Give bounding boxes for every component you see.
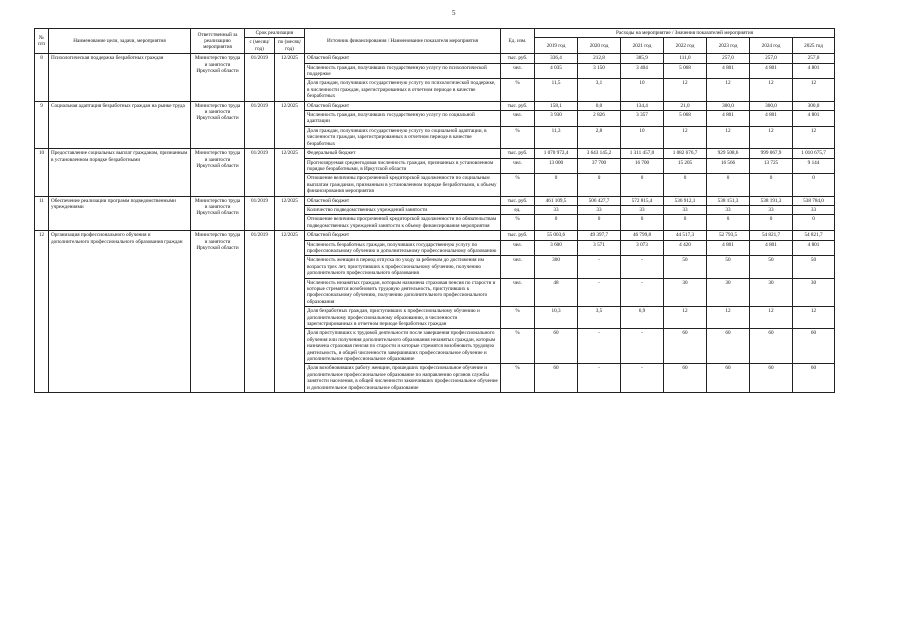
header-year: 2019 год [535,38,578,54]
year-value: 2,8 [578,126,621,148]
year-value: 10,3 [535,307,578,329]
indicator-unit: тыс. руб. [501,149,535,158]
year-value: 12 [707,126,750,148]
year-value: 0 [535,215,578,231]
header-name: Наименование цели, задачи, мероприятия [49,29,191,54]
indicator-text: Отношение величины просроченной кредиторской задолженности по социальным выплатам гражданам, признанным в установленном порядке безработными, к объему финансирования мероприятия [305,174,501,196]
year-value: 12 [793,126,835,148]
indicator-text: Численность женщин в период отпуска по уходу за ребенком до достижения им возраста трех лет, приступивших к профессиональному обучению, получению дополнительного профессионального образования [305,256,501,278]
year-value: 257,0 [793,54,835,63]
year-value: 9 144 [793,158,835,174]
indicator-unit: чел. [501,158,535,174]
indicator-text: Областной бюджет [305,101,501,110]
indicator-text: Доля граждан, получивших государственную услугу по социальной адаптации, в численности граждан, зарегистрированных в отчетном периоде в качестве безработных [305,126,501,148]
year-value: 0 [621,174,664,196]
year-value: 3 357 [621,111,664,127]
indicator-unit: чел. [501,111,535,127]
indicator-text: Прогнозируемая среднегодовая численность граждан, признанных в установленном порядке безработными, в Иркутской области [305,158,501,174]
indicator-text: Количество подведомственных учреждений занятости [305,205,501,214]
year-value: 33 [793,205,835,214]
year-value: 10 [621,126,664,148]
year-value: 10 [621,79,664,101]
year-value: 12 [750,126,793,148]
indicator-unit: % [501,79,535,101]
header-period: Срок реализации [245,29,305,38]
row-executor: Министерство труда и занятости Иркутской области [191,101,245,148]
year-value: 3 571 [578,240,621,256]
year-value: 30 [707,278,750,307]
year-value: 538 784,0 [793,196,835,205]
year-value: 0 [750,174,793,196]
indicator-unit: ед. [501,205,535,214]
year-value: 3,5 [578,307,621,329]
year-value: - [621,364,664,393]
year-value: 0 [750,215,793,231]
header-unit: Ед. изм. [501,29,535,54]
header-to: по (месяц/ год) [275,38,305,54]
year-value: 12 [664,126,707,148]
year-value: 300,0 [793,101,835,110]
year-value: 30 [664,278,707,307]
year-value: 49 397,7 [578,231,621,240]
row-to: 12/2025 [275,196,305,231]
year-value: 536 912,1 [664,196,707,205]
row-to: 12/2025 [275,101,305,148]
year-value: 33 [707,205,750,214]
year-value: 12 [664,307,707,329]
year-value: 3 643 145,2 [578,149,621,158]
indicator-text: Областной бюджет [305,231,501,240]
year-value: 6,9 [621,307,664,329]
year-value: 60 [535,364,578,393]
header-year: 2023 год [707,38,750,54]
year-value: 60 [793,364,835,393]
page-number: 5 [452,9,456,17]
row-from: 01/2019 [245,54,275,101]
year-value: 12 [707,79,750,101]
year-value: - [621,256,664,278]
indicator-unit: % [501,364,535,393]
year-value: 13 725 [750,158,793,174]
year-value: 16 566 [707,158,750,174]
year-value: 55 003,6 [535,231,578,240]
year-value: 538 151,3 [707,196,750,205]
indicator-unit: % [501,174,535,196]
year-value: 4 801 [707,111,750,127]
indicator-unit: чел. [501,63,535,79]
year-value: 300,0 [707,101,750,110]
indicator-text: Доля приступивших к трудовой деятельности после завершения профессионального обучения или получения дополнительного образования незанятых граждан, которым назначена страховая пенсия по старости и которые стремятся возобновить трудовую деятельность, в общей численности завершивших профессиональное обучение и дополнительное профессиональное образование [305,329,501,364]
year-value: 12 [793,307,835,329]
row-to: 12/2025 [275,231,305,393]
year-value: 54 821,7 [793,231,835,240]
row-num: 10 [35,149,49,196]
year-value: - [578,278,621,307]
year-value: 33 [750,205,793,214]
year-value: 4 035 [535,63,578,79]
row-name: Организация профессионального обучения и дополнительного профессионального образования граждан [49,231,191,393]
header-executor: Ответственный за реализацию мероприятия [191,29,245,54]
year-value: 1 082 676,7 [664,149,707,158]
indicator-text: Федеральный бюджет [305,149,501,158]
indicator-unit: тыс. руб. [501,101,535,110]
year-value: 33 [578,205,621,214]
year-value: 5 068 [664,63,707,79]
row-from: 01/2019 [245,101,275,148]
year-value: 336,4 [535,54,578,63]
indicator-unit: % [501,126,535,148]
indicator-unit: % [501,215,535,231]
year-value: 300,0 [750,101,793,110]
year-value: 3 600 [535,240,578,256]
year-value: 50 [664,256,707,278]
year-value: 37 700 [578,158,621,174]
table-body [35,54,835,393]
indicator-text: Численность граждан, получивших государственную услугу по социальной адаптации [305,111,501,127]
year-value: 212,8 [578,54,621,63]
year-value: 0 [535,174,578,196]
row-from: 01/2019 [245,149,275,196]
year-value: 1 311 457,0 [621,149,664,158]
year-value: 60 [664,364,707,393]
year-value: 158,1 [535,101,578,110]
program-table-sheet [34,28,834,393]
year-value: 12 [793,79,835,101]
year-value: 46 799,8 [621,231,664,240]
year-value: 50 [750,256,793,278]
indicator-text: Численность незанятых граждан, которым назначена страховая пенсия по старости и которые стремятся возобновить трудовую деятельность, приступивших к профессиональному обучению, получению дополнительного профессионального образования [305,278,501,307]
year-value: 3 150 [578,63,621,79]
year-value: 12 [750,79,793,101]
year-value: 60 [664,329,707,364]
indicator-unit: % [501,329,535,364]
year-value: 4 801 [707,63,750,79]
table-row [35,101,835,110]
row-executor: Министерство труда и занятости Иркутской области [191,54,245,101]
year-value: 33 [664,205,707,214]
year-value: 4 801 [793,111,835,127]
year-value: 60 [793,329,835,364]
year-value: 3 073 [621,240,664,256]
year-value: 60 [750,329,793,364]
header-year: 2025 год [793,38,835,54]
indicator-text: Доля безработных граждан, приступивших к профессиональному обучению и дополнительному профессиональному образованию, в численности зарегистрированных в отчетном периоде безработных граждан [305,307,501,329]
year-value: 4 801 [750,240,793,256]
year-value: 257,0 [750,54,793,63]
year-value: 50 [793,256,835,278]
indicator-text: Численность безработных граждан, получивших государственную услугу по профессиональному обучению и дополнительному профессиональному образованию [305,240,501,256]
year-value: 257,0 [707,54,750,63]
year-value: 60 [750,364,793,393]
year-value: 0 [707,215,750,231]
year-value: 300 [535,256,578,278]
header-num: № п/п [35,29,49,54]
year-value: 4 801 [707,240,750,256]
year-value: 4 420 [664,240,707,256]
header-values-group: Расходы на мероприятие / Значения показателей мероприятия [535,29,835,38]
indicator-text: Областной бюджет [305,54,501,63]
year-value: 385,9 [621,54,664,63]
year-value: 2 826 [578,111,621,127]
indicator-unit: тыс. руб. [501,231,535,240]
indicator-text: Областной бюджет [305,196,501,205]
table-header [35,29,835,54]
program-table [34,28,835,393]
year-value: 50 [707,256,750,278]
row-num: 9 [35,101,49,148]
year-value: 111,0 [664,54,707,63]
year-value: 461 109,5 [535,196,578,205]
year-value: 0 [578,174,621,196]
year-value: 48 [535,278,578,307]
header-year: 2022 год [664,38,707,54]
year-value: 12 [707,307,750,329]
table-row [35,149,835,158]
year-value: 999 067,9 [750,149,793,158]
year-value: 1 070 972,4 [535,149,578,158]
year-value: 4 801 [750,63,793,79]
header-year: 2021 год [621,38,664,54]
year-value: 0 [578,215,621,231]
year-value: - [578,256,621,278]
header-year: 2024 год [750,38,793,54]
header-source: Источник финансирования / Наименование показателя мероприятия [305,29,501,54]
row-name: Предоставление социальных выплат гражданам, признанным в установленном порядке безработными [49,149,191,196]
year-value: - [621,278,664,307]
year-value: 0 [793,174,835,196]
indicator-unit: чел. [501,240,535,256]
row-from: 01/2019 [245,231,275,393]
row-name: Обеспечение реализации программ подведомственными учреждениями [49,196,191,231]
year-value: 3,1 [578,79,621,101]
year-value: 11,5 [535,79,578,101]
year-value: 33 [535,205,578,214]
indicator-unit: тыс. руб. [501,54,535,63]
year-value: 0 [664,215,707,231]
table-row [35,54,835,63]
year-value: 16 700 [621,158,664,174]
year-value: 12 [664,79,707,101]
header-from: с (месяц/ год) [245,38,275,54]
row-to: 12/2025 [275,54,305,101]
row-to: 12/2025 [275,149,305,196]
year-value: 0 [707,174,750,196]
year-value: 44 517,3 [664,231,707,240]
year-value: - [578,329,621,364]
year-value: 11,3 [535,126,578,148]
year-value: 60 [707,329,750,364]
indicator-unit: тыс. руб. [501,196,535,205]
year-value: 15 205 [664,158,707,174]
year-value: 0,0 [578,101,621,110]
year-value: 134,4 [621,101,664,110]
indicator-text: Доля граждан, получивших государственную услугу по психологической поддержке, в численности граждан, зарегистрированных в отчетном периоде в качестве безработных [305,79,501,101]
year-value: - [621,329,664,364]
year-value: 60 [707,364,750,393]
year-value: 21,0 [664,101,707,110]
year-value: 0 [664,174,707,196]
indicator-text: Отношение величины просроченной кредиторской задолженности по обязательствам подведомственных учреждений занятости к объему финансирования мероприятия [305,215,501,231]
year-value: 13 000 [535,158,578,174]
year-value: 30 [793,278,835,307]
year-value: 33 [621,205,664,214]
table-row [35,231,835,240]
row-num: 8 [35,54,49,101]
indicator-text: Численность граждан, получивших государственную услугу по психологической поддержке [305,63,501,79]
header-year: 2020 год [578,38,621,54]
row-from: 01/2019 [245,196,275,231]
row-name: Социальная адаптация безработных граждан на рынке труда [49,101,191,148]
year-value: 1 010 675,7 [793,149,835,158]
year-value: 538 191,3 [750,196,793,205]
indicator-text: Доля возобновивших работу женщин, прошедших профессиональное обучение и дополнительное профессиональное образование по направлению органов службы занятости населения, в общей численности закончивших профессиональное обучение и дополнительное профессиональное образование [305,364,501,393]
indicator-unit: чел. [501,278,535,307]
year-value: 12 [750,307,793,329]
year-value: 5 068 [664,111,707,127]
row-name: Психологическая поддержка безработных граждан [49,54,191,101]
row-executor: Министерство труда и занятости Иркутской области [191,231,245,393]
year-value: 572 815,4 [621,196,664,205]
year-value: 929 508,6 [707,149,750,158]
year-value: 54 821,7 [750,231,793,240]
indicator-unit: чел. [501,256,535,278]
indicator-unit: % [501,307,535,329]
year-value: 30 [750,278,793,307]
row-executor: Министерство труда и занятости Иркутской области [191,149,245,196]
year-value: 506 427,7 [578,196,621,205]
year-value: - [578,364,621,393]
year-value: 0 [793,215,835,231]
year-value: 4 801 [793,63,835,79]
table-row [35,196,835,205]
year-value: 3 930 [535,111,578,127]
year-value: 52 793,5 [707,231,750,240]
year-value: 3 404 [621,63,664,79]
row-num: 11 [35,196,49,231]
row-num: 12 [35,231,49,393]
year-value: 60 [535,329,578,364]
year-value: 0 [621,215,664,231]
row-executor: Министерство труда и занятости Иркутской области [191,196,245,231]
year-value: 4 801 [793,240,835,256]
year-value: 4 801 [750,111,793,127]
